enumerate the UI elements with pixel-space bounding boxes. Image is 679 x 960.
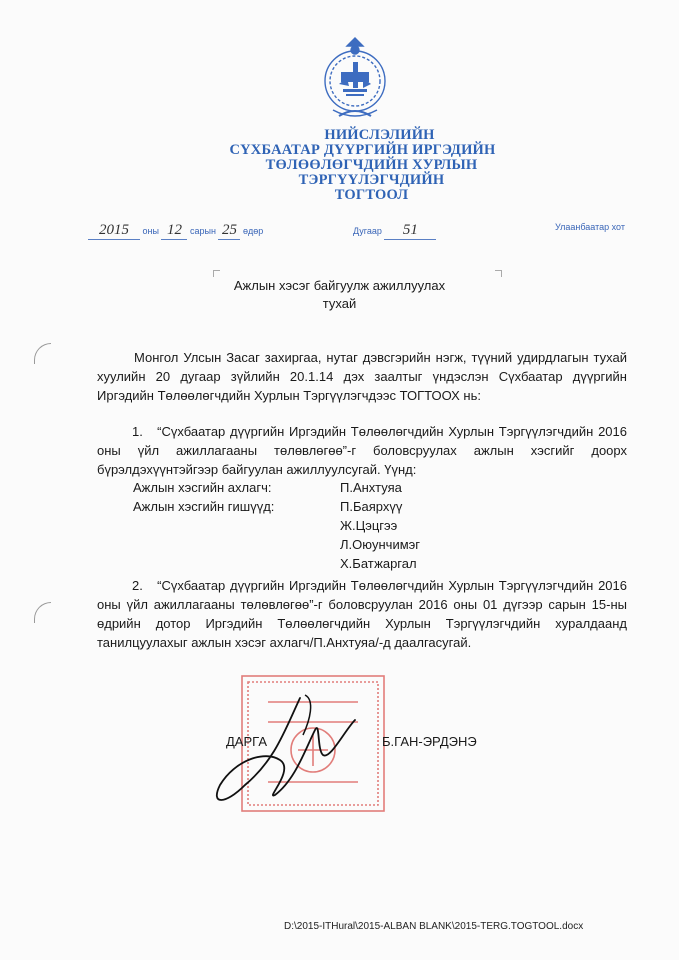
header-line-1: НИЙСЛЭЛИЙН	[324, 127, 435, 143]
handwritten-signature-icon	[205, 690, 375, 820]
header-line-2: СҮХБААТАР ДҮҮРГИЙН ИРГЭДИЙН	[229, 142, 496, 158]
signer-name: Б.ГАН-ЭРДЭНЭ	[382, 734, 477, 749]
document-type-title: ТОГТООЛ	[334, 187, 409, 203]
number-field	[353, 222, 436, 240]
member-name: Л.Оюунчимэг	[340, 537, 421, 552]
leader-label: Ажлын хэсгийн ахлагч:	[133, 480, 272, 495]
item-1-text: “Сүхбаатар дүүргийн Иргэдийн Төлөөлөгчдийн Хурлын Тэргүүлэгчдийн 2016 оны үйл ажиллагааны төлөвлөгөө”-г боловсруулах ажлын хэсгийг доорх бүрэлдэхүүнтэйгээр байгуулан ажиллуулсугай. Үүнд:	[97, 424, 627, 477]
punch-mark-bottom	[34, 602, 51, 623]
place-label: Улаанбаатар хот	[555, 222, 625, 232]
header-line-3: ТӨЛӨӨЛӨГЧДИЙН ХУРЛЫН	[265, 157, 478, 173]
issuer-header	[0, 128, 679, 203]
item-2-text: “Сүхбаатар дүүргийн Иргэдийн Төлөөлөгчдийн Хурлын Тэргүүлэгчдийн 2016 оны үйл ажиллагааны төлөвлөгөө”-г боловсруулан 2016 оны 01 дүгээр сарын 15-ны өдрийн дотор Иргэдийн Төлөөлөгчдийн Хурлын Тэргүүлэгчдийн хуралдаанд танилцуулахыг ажлын хэсэг ахлагч/П.Анхтуяа/-д даалгасугай.	[97, 578, 627, 650]
members-label: Ажлын хэсгийн гишүүд:	[133, 499, 275, 514]
item-2	[97, 576, 627, 652]
resolution-title	[0, 277, 679, 313]
date-year: 2015	[88, 222, 140, 240]
number-label: Дугаар	[353, 226, 382, 236]
state-emblem-icon	[319, 36, 391, 122]
date-month: 12	[161, 222, 187, 240]
member-name: П.Баярхүү	[340, 499, 403, 514]
signer-title: ДАРГА	[226, 734, 267, 749]
member-name: Х.Батжаргал	[340, 556, 417, 571]
year-label: оны	[142, 226, 159, 236]
day-label: өдөр	[242, 226, 264, 236]
header-line-4: ТЭРГҮҮЛЭГЧДИЙН	[298, 172, 445, 188]
item-2-number: 2.	[132, 578, 143, 593]
item-1-number: 1.	[132, 424, 143, 439]
month-label: сарын	[190, 226, 216, 236]
title-corner-tr	[495, 270, 502, 277]
intro-paragraph: Монгол Улсын Засаг захиргаа, нутаг дэвсгэрийн нэгж, түүний удирдлагын тухай хуулийн 20 дугаар зүйлийн 20.1.14 дэх заалтыг үндэслэн Сүхбаатар дүүргийн Иргэдийн Төлөөлөгчдийн Хурлын Тэргүүлэгчдээс ТОГТООХ нь:	[97, 350, 627, 403]
file-path-footer: D:\2015-ITHural\2015-ALBAN BLANK\2015-TERG.TOGTOOL.docx	[284, 921, 584, 932]
document-number: 51	[384, 222, 436, 240]
title-line-1: Ажлын хэсэг байгуулж ажиллуулах	[233, 278, 446, 293]
date-field	[88, 222, 263, 240]
item-1	[97, 422, 627, 479]
leader-name: П.Анхтуяа	[340, 480, 402, 495]
title-corner-tl	[213, 270, 220, 277]
member-name: Ж.Цэцгээ	[340, 518, 398, 533]
title-line-2: тухай	[322, 296, 357, 311]
punch-mark-top	[34, 343, 51, 364]
date-day: 25	[218, 222, 240, 240]
